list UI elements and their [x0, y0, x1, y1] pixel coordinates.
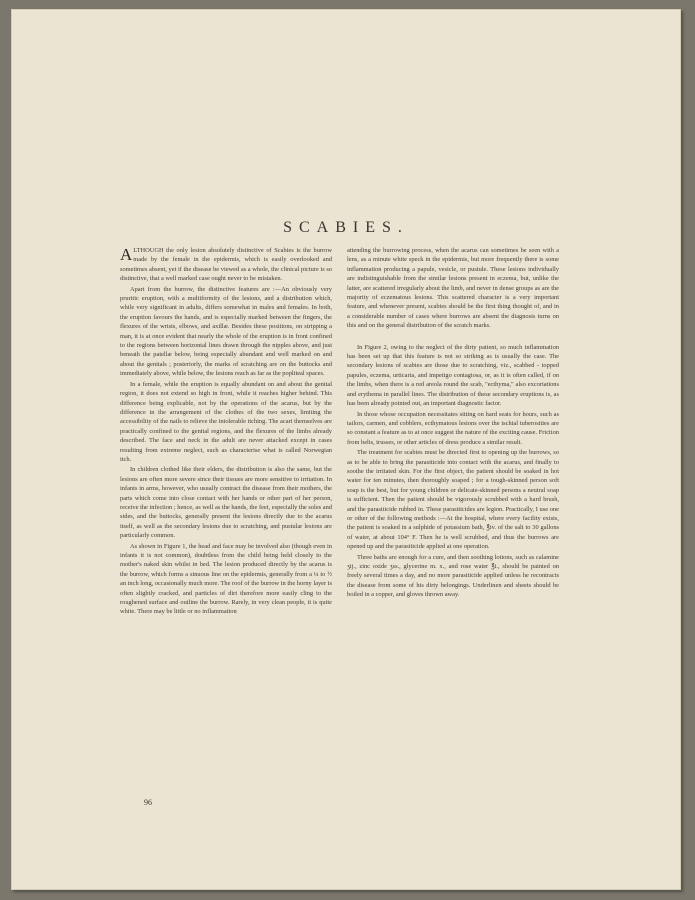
- paragraph: Apart from the burrow, the distinctive features are :—An obviously very pruritic eruption, with a multiformity of the lesions, and a distribution which, while very significant in adults, differs somewhat in males and females. In both, the eruption favours the hands, and is especially marked between the fingers, the flexures of the wrists, elbows, and axillæ. Besides these positions, on stripping a man, it is at once evident that nearly the whole of the eruption is in front confined to the regions between horizontal lines drawn through the nipples above, and just beneath the patellæ below, being especially abundant and well marked on and about the genitals ; posteriorly, the marks of scratching are on the buttocks and immediately above, while below, the lesions reach as far as the popliteal spaces.: [120, 285, 332, 378]
- paragraph: In a female, while the eruption is equally abundant on and about the genital region, it does not extend so high in front, while it reaches higher behind. This difference being explicable, not by the operations of the acarus, but by the difference in the arrangement of the clothes of the two sexes, limiting the accessibility of the nails to relieve the intolerable itching. The acari themselves are practically confined to the genital regions, and the flexures of the limbs already described. The face and neck in the adult are never attacked except in cases resulting from extreme neglect, such as characterise what is called Norwegian itch.: [120, 380, 332, 463]
- book-page: [11, 9, 681, 890]
- paragraph-text: LTHOUGH the only lesion absolutely distinctive of Scabies is the burrow made by the female in the epidermis, which is easily overlooked and sometimes absent, yet if the disease be viewed as a whole, the clinical picture is so distinctive, that a well marked case ought never to be mistaken.: [120, 247, 332, 283]
- page-title: SCABIES.: [283, 219, 409, 236]
- right-text-column: [347, 246, 559, 600]
- paragraph: [120, 246, 332, 284]
- paragraph: As shown in Figure 1, the head and face may be involved also (though even in infants it is not common), doubtless from the child being held closely to the mother's naked skin whilst in bed. The lesion produced directly by the acarus is the burrow, which forms a sinuous line on the epidermis, generally from a ¼ to ½ an inch long, occasionally much more. The roof of the burrow in the horny layer is often slightly cracked, and particles of dirt therefore more easily cling to the roughened surface and outline the burrow. Rarely, in very clean people, it is quite white. There may be little or no inflammation: [120, 542, 332, 616]
- drop-cap: A: [120, 245, 133, 264]
- paragraph: In Figure 2, owing to the neglect of the dirty patient, so much inflammation has been set up that this feature is not so striking as is usually the case. The secondary lesions of scabies are those due to scratching, viz., scabbed - topped papules, eczema, urticaria, and impetigo contagiosa, or, as it is often called, if on the limbs, when there is a red areola round the scab, "ecthyma," also excoriations and erythema in parallel lines. The distribution of these secondary eruptions is, as has been already pointed out, an important diagnostic factor.: [347, 343, 559, 408]
- paragraph: attending the burrowing process, when the acarus can sometimes be seen with a lens, as a minute white speck in the epidermis, but more frequently there is some inflammation producing a papule, vesicle, or pustule. These lesions individually are indistinguishable from the similar lesions present in eczema, but, unlike the latter, are scattered irregularly about the limb, and never in dense groups as are the majority of eczematous lesions. This scattered character is a very important feature, and whenever present, scabies should be the first thing thought of, and in a considerable number of cases where burrows are absent the diagnosis turns on this and on the general distribution of the scratch marks.: [347, 247, 559, 330]
- paragraph: The treatment for scabies must be directed first to opening up the burrows, so as to be able to bring the parasiticide into contact with the acarus, and finally to soothe the irritated skin. For the first object, the patient should be soaked in hot water for ten minutes, then thoroughly soaped ; for a tough-skinned person soft soap is the best, but for young children or delicate-skinned persons a neutral soap is sufficient. Then the patient should be vigorously scrubbed with a hard brush, and the parasiticide rubbed in. These parasiticides are legion. Practically, I use one or other of the following methods :—At the hospital, where every facility exists, the patient is soaked in a sulphide of potassium bath, ℥iv. of the salt to 30 gallons of water, at about 104° F. Then he is well scrubbed, and thus the burrows are opened up and the parasiticide applied at one operation.: [347, 449, 559, 551]
- page-number: 96: [144, 798, 152, 807]
- paragraph: Three baths are enough for a cure, and then soothing lotions, such as calamine ʒij., zinc oxide ʒss., glycerine m. x., and rose water ℥i., should be painted on freely several times a day, and no more parasiticide applied unless he recontracts the disease from some of his dirty belongings. Underlinen and sheets should be boiled in a copper, and gloves thrown away.: [347, 553, 559, 599]
- left-text-column: [120, 246, 332, 617]
- paragraph: In children clothed like their elders, the distribution is also the same, but the lesions are often more severe since their tissues are more sensitive to irritation. In infants in arms, however, who usually contract the disease from their mothers, the parts which come into close contact with her hands or other part of her person, receive the infection ; hence, as well as the hands, the feet, especially the soles and sides, and the buttocks, generally present the lesions directly due to the acarus itself, as well as the secondary lesions due to scratching, and pustular lesions are particularly common.: [120, 466, 332, 540]
- paragraph: In those whose occupation necessitates sitting on hard seats for hours, such as tailors, carmen, and cobblers, ecthymatous lesions over the ischial tuberosities are so constant a feature as to at once suggest the nature of the exciting cause. Friction from belts, trusses, or other articles of dress produce a similar result.: [347, 410, 559, 446]
